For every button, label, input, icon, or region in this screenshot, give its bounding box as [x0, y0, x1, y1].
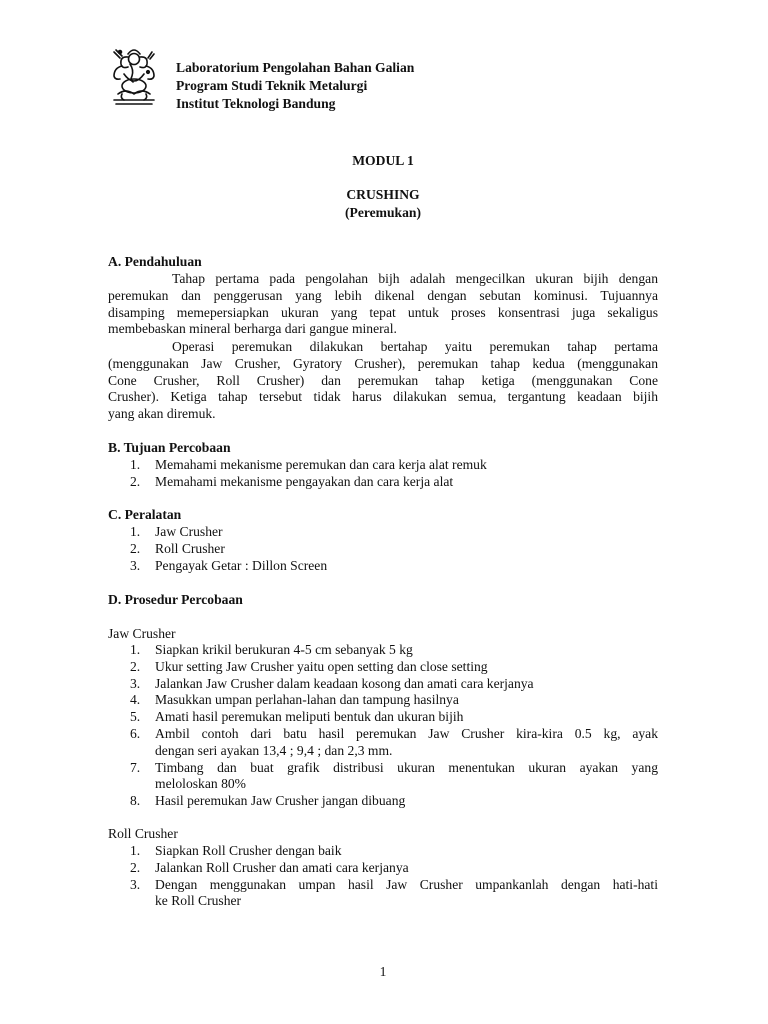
list-text: Masukkan umpan perlahan-lahan dan tampung hasilnya: [155, 692, 459, 708]
page-number: 1: [379, 964, 387, 979]
institute-name: Institut Teknologi Bandung: [176, 96, 336, 111]
list-number: 2.: [130, 658, 141, 674]
roll-crusher-label: Roll Crusher: [108, 826, 178, 841]
list-item: [108, 524, 658, 541]
module-title: MODUL 1: [352, 153, 414, 168]
section-b-heading: B. Tujuan Percobaan: [108, 440, 231, 455]
list-text: meloloskan 80%: [155, 776, 246, 792]
list-item: [108, 843, 658, 860]
document-subtitle: (Peremukan): [344, 205, 421, 220]
list-text: Jalankan Roll Crusher dan amati cara kerjanya: [155, 859, 409, 875]
paragraph-line: (menggunakan Jaw Crusher, Gyratory Crusher), peremukan tahap kedua (menggunakan: [108, 355, 658, 371]
list-item: [108, 877, 658, 911]
jaw-crusher-procedure-list: [108, 642, 658, 810]
lab-name: Laboratorium Pengolahan Bahan Galian: [176, 60, 415, 75]
list-text: Amati hasil peremukan meliputi bentuk dan ukuran bijih: [155, 709, 464, 725]
list-item: [108, 474, 658, 491]
list-item: [108, 642, 658, 659]
list-text: Memahami mekanisme pengayakan dan cara kerja alat: [155, 473, 454, 489]
list-item: [108, 457, 658, 474]
paragraph-line: membebaskan mineral berharga dari gangue mineral.: [108, 321, 397, 337]
list-item: [108, 692, 658, 709]
list-text: Timbang dan buat grafik distribusi ukuran menentukan ukuran ayakan yang: [155, 759, 658, 775]
list-number: 2.: [130, 540, 141, 556]
list-number: 3.: [130, 876, 141, 892]
list-number: 4.: [130, 692, 141, 708]
list-text: Dengan menggunakan umpan hasil Jaw Crusher umpankanlah dengan hati-hati: [155, 876, 658, 892]
list-text: Hasil peremukan Jaw Crusher jangan dibuang: [155, 793, 406, 809]
itb-ganesha-logo-icon: [108, 44, 160, 108]
list-text: Jalankan Jaw Crusher dalam keadaan kosong dan amati cara kerjanya: [155, 675, 534, 691]
list-text: dengan seri ayakan 13,4 ; 9,4 ; dan 2,3 mm.: [155, 742, 393, 758]
roll-crusher-procedure-list: [108, 843, 658, 910]
list-item: [108, 760, 658, 794]
list-item: [108, 659, 658, 676]
paragraph-line: peremukan dan penggerusan yang lebih dikenal dengan sebutan kominusi. Tujuannya: [108, 287, 658, 303]
list-number: 6.: [130, 725, 141, 741]
list-number: 7.: [130, 759, 141, 775]
list-number: 1.: [130, 524, 141, 539]
section-d-heading: D. Prosedur Percobaan: [108, 592, 243, 607]
equipment-list: [108, 524, 658, 574]
list-number: 1.: [130, 642, 141, 657]
list-item: [108, 709, 658, 726]
section-a-paragraph-2: [108, 339, 658, 423]
list-number: 1.: [130, 457, 141, 472]
paragraph-line: disamping memepersiapkan ukuran yang tepat untuk proses konsentrasi juga sekaligus: [108, 304, 658, 320]
section-a-heading: A. Pendahuluan: [108, 254, 202, 269]
list-item: [108, 676, 658, 693]
list-text: Pengayak Getar : Dillon Screen: [155, 557, 328, 573]
document-title: CRUSHING: [346, 187, 420, 202]
list-number: 3.: [130, 675, 141, 691]
list-text: Roll Crusher: [155, 540, 225, 556]
letterhead-text: [176, 59, 414, 113]
paragraph-line: Operasi peremukan dilakukan bertahap yaitu peremukan tahap pertama: [172, 339, 658, 354]
paragraph-line: yang akan diremuk.: [108, 406, 216, 422]
section-c-heading: C. Peralatan: [108, 507, 182, 522]
program-name: Program Studi Teknik Metalurgi: [176, 78, 368, 93]
jaw-crusher-label: Jaw Crusher: [108, 626, 176, 641]
list-item: [108, 793, 658, 810]
list-item: [108, 860, 658, 877]
list-number: 5.: [130, 709, 141, 725]
list-text: ke Roll Crusher: [155, 893, 242, 909]
list-text: Siapkan krikil berukuran 4-5 cm sebanyak 5 kg: [155, 642, 413, 657]
paragraph-line: Crusher). Ketiga tahap tersebut tidak harus dilakukan semua, tergantung keadaan bijih: [108, 389, 658, 405]
list-number: 1.: [130, 843, 141, 858]
list-item: [108, 541, 658, 558]
list-text: Jaw Crusher: [155, 524, 223, 539]
list-item: [108, 558, 658, 575]
list-text: Memahami mekanisme peremukan dan cara kerja alat remuk: [155, 457, 487, 472]
list-text: Ukur setting Jaw Crusher yaitu open setting dan close setting: [155, 658, 488, 674]
list-number: 3.: [130, 557, 141, 573]
list-number: 2.: [130, 473, 141, 489]
list-number: 8.: [130, 793, 141, 809]
list-text: Siapkan Roll Crusher dengan baik: [155, 843, 342, 858]
list-item: [108, 726, 658, 760]
paragraph-line: Tahap pertama pada pengolahan bijh adalah mengecilkan ukuran bijih dengan: [172, 271, 658, 286]
letterhead: [108, 44, 668, 110]
objectives-list: [108, 457, 658, 491]
section-a-paragraph-1: [108, 271, 658, 338]
paragraph-line: Cone Crusher, Roll Crusher) dan peremukan tahap ketiga (menggunakan Cone: [108, 372, 658, 388]
list-number: 2.: [130, 859, 141, 875]
list-text: Ambil contoh dari batu hasil peremukan Jaw Crusher kira-kira 0.5 kg, ayak: [155, 725, 658, 741]
